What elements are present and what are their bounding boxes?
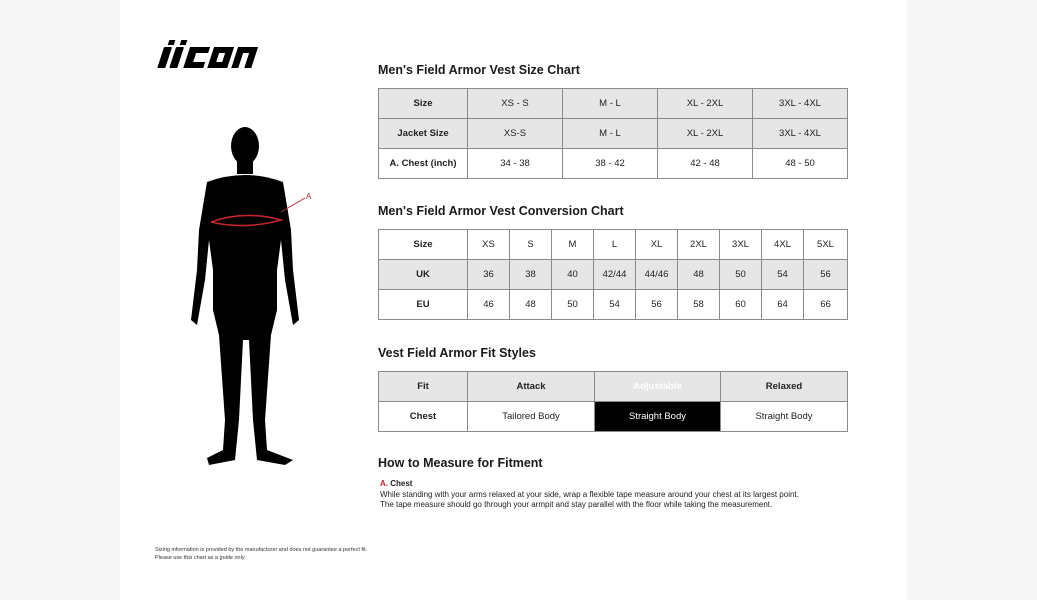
table-cell: 56 <box>804 260 848 290</box>
table-cell: Jacket Size <box>379 119 468 149</box>
size-chart-table <box>378 88 848 179</box>
body-silhouette-figure <box>185 120 315 470</box>
table-cell: 48 <box>510 290 552 320</box>
chest-marker-label: A <box>306 192 312 201</box>
table-cell: 3XL <box>720 230 762 260</box>
table-row <box>379 89 848 119</box>
table-cell: 54 <box>762 260 804 290</box>
table-cell: EU <box>379 290 468 320</box>
table-cell: Fit <box>379 372 468 402</box>
footnote-line: Sizing information is provided by the manufacturer and does not guarantee a perfect fit. <box>155 547 368 553</box>
footnote-line: Please use this chart as a guide only <box>155 555 245 561</box>
instruction-line: While standing with your arms relaxed at your side, wrap a flexible tape measure around your chest at its largest point. <box>380 489 799 499</box>
size-chart-title: Men's Field Armor Vest Size Chart <box>378 63 580 77</box>
fit-styles-title: Vest Field Armor Fit Styles <box>378 346 536 360</box>
table-cell: XL <box>636 230 678 260</box>
table-row <box>379 260 848 290</box>
table-cell-highlighted: Straight Body <box>595 402 721 432</box>
table-cell: 2XL <box>678 230 720 260</box>
table-cell: Size <box>379 89 468 119</box>
disclaimer-footnote <box>155 546 367 562</box>
fit-styles-table <box>378 371 848 432</box>
chest-label: Chest <box>390 479 413 488</box>
table-cell: 54 <box>594 290 636 320</box>
right-margin <box>907 0 1037 600</box>
table-cell: 38 - 42 <box>563 149 658 179</box>
table-cell: 38 <box>510 260 552 290</box>
table-cell: 36 <box>468 260 510 290</box>
conversion-chart-title: Men's Field Armor Vest Conversion Chart <box>378 204 624 218</box>
table-cell: L <box>594 230 636 260</box>
table-cell: 3XL - 4XL <box>753 89 848 119</box>
table-cell: 58 <box>678 290 720 320</box>
how-to-measure-text <box>380 479 850 511</box>
table-cell: 46 <box>468 290 510 320</box>
icon-brand-logo <box>155 38 275 72</box>
chest-instruction-heading <box>380 479 850 490</box>
table-cell: 56 <box>636 290 678 320</box>
table-cell-highlighted: Adjustable <box>595 372 721 402</box>
table-cell: M - L <box>563 119 658 149</box>
table-cell: 42 - 48 <box>658 149 753 179</box>
table-cell: 60 <box>720 290 762 320</box>
table-cell: XS - S <box>468 89 563 119</box>
table-cell: Chest <box>379 402 468 432</box>
table-row <box>379 402 848 432</box>
table-row <box>379 119 848 149</box>
table-row <box>379 149 848 179</box>
table-cell: Attack <box>468 372 595 402</box>
left-margin <box>0 0 120 600</box>
table-row <box>379 372 848 402</box>
table-cell: 50 <box>720 260 762 290</box>
table-cell: Tailored Body <box>468 402 595 432</box>
table-cell: 48 <box>678 260 720 290</box>
table-cell: 4XL <box>762 230 804 260</box>
conversion-chart-table <box>378 229 848 320</box>
table-cell: 64 <box>762 290 804 320</box>
table-cell: 5XL <box>804 230 848 260</box>
table-cell: 3XL - 4XL <box>753 119 848 149</box>
table-cell: A. Chest (inch) <box>379 149 468 179</box>
table-cell: 66 <box>804 290 848 320</box>
table-cell: XL - 2XL <box>658 89 753 119</box>
table-cell: Straight Body <box>721 402 848 432</box>
table-cell: Relaxed <box>721 372 848 402</box>
table-cell: XS <box>468 230 510 260</box>
table-cell: 48 - 50 <box>753 149 848 179</box>
chest-letter: A. <box>380 479 388 488</box>
table-cell: S <box>510 230 552 260</box>
table-cell: 42/44 <box>594 260 636 290</box>
how-to-measure-title: How to Measure for Fitment <box>378 456 543 470</box>
table-cell: XS-S <box>468 119 563 149</box>
table-row <box>379 290 848 320</box>
table-cell: 40 <box>552 260 594 290</box>
table-cell: XL - 2XL <box>658 119 753 149</box>
table-cell: 34 - 38 <box>468 149 563 179</box>
table-cell: 44/46 <box>636 260 678 290</box>
table-cell: 50 <box>552 290 594 320</box>
table-cell: Size <box>379 230 468 260</box>
table-row <box>379 230 848 260</box>
table-cell: M - L <box>563 89 658 119</box>
table-cell: M <box>552 230 594 260</box>
table-cell: UK <box>379 260 468 290</box>
instruction-line: The tape measure should go through your armpit and stay parallel with the floor while taking the measurement. <box>380 500 773 509</box>
